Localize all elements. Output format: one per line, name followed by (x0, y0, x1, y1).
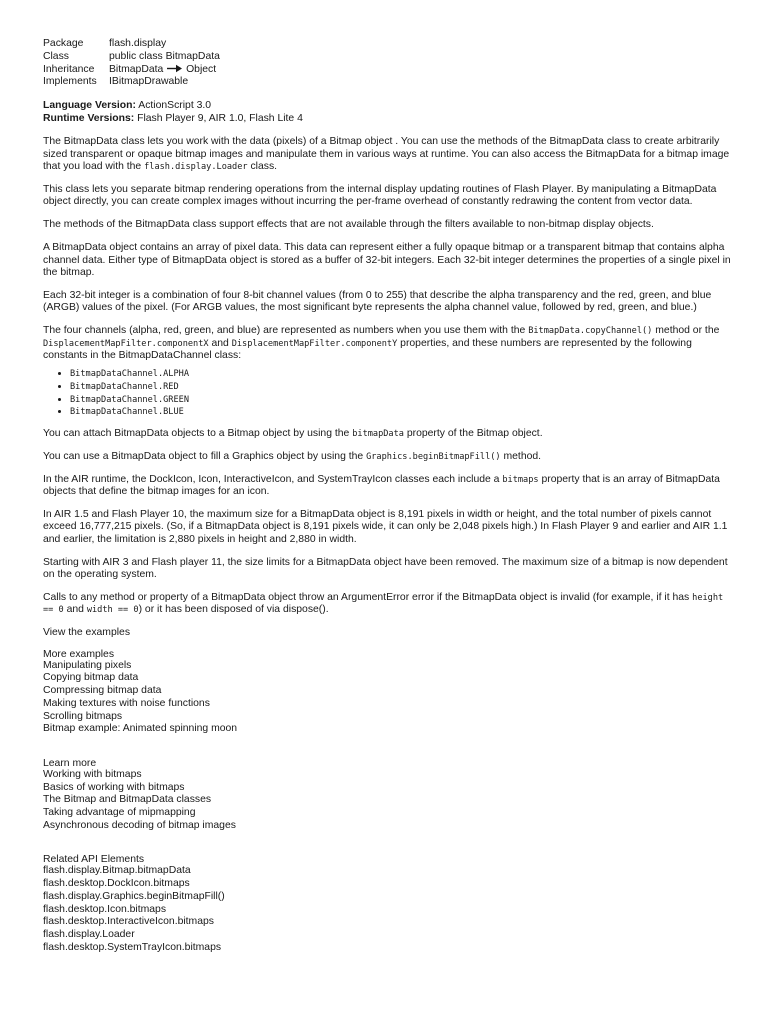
code-bitmaps: bitmaps (502, 474, 539, 485)
code-width: width == 0 (86, 605, 139, 616)
code-copychannel: BitmapData.copyChannel() (528, 326, 653, 337)
paragraph-intro: The BitmapData class lets you work with the data (pixels) of a Bitmap object . You can use the methods of the BitmapData class to create arbitrarily sized transparent or opaque bitmap images and manipulate them in various ways at runtime. You can also access the BitmapData for a bitmap image that you load with the flash.display.Loader class. (43, 136, 730, 173)
code-beginbitmapfill: Graphics.beginBitmapFill() (366, 451, 501, 462)
learn-more-link[interactable]: Taking advantage of mipmapping (43, 807, 196, 819)
paragraph-separate-rendering: This class lets you separate bitmap rendering operations from the internal display updating routines of Flash Player. By manipulating a BitmapData object directly, you can create complex images without incurring the per-frame overhead of constantly redrawing the content from vector data. (43, 184, 717, 208)
meta-value: IBitmapDrawable (109, 76, 189, 88)
view-examples-link[interactable]: View the examples (43, 627, 131, 639)
meta-key: Class (43, 50, 69, 62)
paragraph-attach: You can attach BitmapData objects to a Bitmap object by using the bitmapData property of the Bitmap object. (43, 427, 543, 439)
inheritance-arrow-icon (167, 64, 182, 73)
more-examples-link[interactable]: Scrolling bitmaps (43, 710, 123, 722)
paragraph-effects: The methods of the BitmapData class support effects that are not available through the filters available to non-bitmap display objects. (43, 219, 654, 231)
more-examples-link[interactable]: Making textures with noise functions (43, 697, 210, 709)
language-version-value: ActionScript 3.0 (135, 100, 212, 112)
related-api-link[interactable]: flash.desktop.InteractiveIcon.bitmaps (43, 916, 214, 928)
runtime-versions (43, 113, 733, 126)
more-examples-link[interactable]: Manipulating pixels (43, 659, 132, 671)
meta-key: Implements (43, 76, 97, 88)
more-examples-title: More examples (43, 648, 115, 660)
language-version-label: Language Version: (43, 100, 136, 112)
related-api-link[interactable]: flash.display.Loader (43, 928, 135, 940)
runtime-versions-label: Runtime Versions: (43, 112, 135, 124)
list-item: • BitmapDataChannel.BLUE (70, 406, 733, 419)
related-api-link[interactable]: flash.desktop.DockIcon.bitmaps (43, 878, 190, 890)
language-version (43, 100, 733, 113)
paragraph-argument-error: Calls to any method or property of a BitmapData object throw an ArgumentError error if the BitmapData object is invalid (for example, if it has height == 0 and width == 0) or it has been disposed of via dispose(). (43, 592, 724, 616)
related-api-section (43, 855, 733, 954)
learn-more-link[interactable]: The Bitmap and BitmapData classes (43, 794, 212, 806)
related-api-link[interactable]: flash.desktop.SystemTrayIcon.bitmaps (43, 941, 222, 953)
channel-constants-list (43, 368, 733, 418)
list-item: • BitmapDataChannel.RED (70, 381, 733, 394)
more-examples-link[interactable]: Copying bitmap data (43, 672, 139, 684)
code-componentx: DisplacementMapFilter.componentX (43, 338, 209, 349)
paragraph-no-limits: Starting with AIR 3 and Flash player 11, the size limits for a BitmapData object have been removed. The maximum size of a bitmap is now dependent on the operating system. (43, 556, 728, 581)
class-meta-table (43, 38, 220, 89)
paragraph-argb: Each 32-bit integer is a combination of four 8-bit channel values (from 0 to 255) that describe the alpha transparency and the red, green, and blue (ARGB) values of the pixel. (For ARGB values, the most significant byte represents the alpha channel value, followed by red, green, and blue.) (43, 289, 712, 314)
related-api-link[interactable]: flash.display.Bitmap.bitmapData (43, 865, 191, 877)
related-api-link[interactable]: flash.desktop.Icon.bitmaps (43, 903, 167, 915)
code-bitmapdata: bitmapData (352, 428, 404, 439)
meta-key: Inheritance (43, 63, 95, 75)
inheritance-parent: Object (186, 63, 217, 75)
meta-row-package (43, 38, 220, 51)
paragraph-channels: The four channels (alpha, red, green, and blue) are represented as numbers when you use them with the BitmapData.copyChannel() method or the DisplacementMapFilter.componentX and DisplacementMapFilter.componentY properties, and these numbers are represented by the following constants in the BitmapDataChannel class: (43, 325, 720, 362)
meta-row-implements (43, 76, 220, 89)
meta-value (109, 64, 220, 77)
meta-row-inheritance (43, 64, 220, 77)
meta-value: public class BitmapData (109, 50, 220, 62)
paragraph-pixel-array: A BitmapData object contains an array of pixel data. This data can represent either a fully opaque bitmap or a transparent bitmap that contains alpha channel data. Either type of BitmapData object is stored as a buffer of 32-bit integers. Each 32-bit integer determines the properties of a single pixel in the bitmap. (43, 242, 731, 279)
paragraph-air-icons: In the AIR runtime, the DockIcon, Icon, InteractiveIcon, and SystemTrayIcon classes each include a bitmaps property that is an array of BitmapData objects that define the bitmap images for an icon. (43, 473, 720, 498)
doc-page (43, 38, 733, 954)
code-height: height == 0 (43, 593, 724, 616)
learn-more-section (43, 759, 733, 833)
meta-row-class (43, 51, 220, 64)
learn-more-link[interactable]: Asynchronous decoding of bitmap images (43, 819, 236, 831)
list-item: • BitmapDataChannel.GREEN (70, 394, 733, 407)
more-examples-link[interactable]: Compressing bitmap data (43, 685, 162, 697)
more-examples-link[interactable]: Bitmap example: Animated spinning moon (43, 723, 238, 735)
paragraph-fill: You can use a BitmapData object to fill a Graphics object by using the Graphics.beginBitmapFill() method. (43, 450, 542, 462)
learn-more-link[interactable]: Working with bitmaps (43, 768, 142, 780)
code-loader: flash.display.Loader (144, 162, 248, 173)
list-item: • BitmapDataChannel.ALPHA (70, 368, 733, 381)
learn-more-title: Learn more (43, 757, 97, 769)
meta-value: flash.display (109, 38, 167, 49)
related-api-title: Related API Elements (43, 854, 145, 866)
code-componenty: DisplacementMapFilter.componentY (231, 338, 398, 349)
runtime-versions-value: Flash Player 9, AIR 1.0, Flash Lite 4 (134, 112, 303, 124)
more-examples-section (43, 650, 733, 736)
meta-key: Package (43, 38, 84, 49)
related-api-link[interactable]: flash.display.Graphics.beginBitmapFill() (43, 890, 225, 902)
inheritance-class: BitmapData (109, 63, 164, 75)
version-info (43, 100, 733, 126)
paragraph-size-limits: In AIR 1.5 and Flash Player 10, the maximum size for a BitmapData object is 8,191 pixels in width or height, and the total number of pixels cannot exceed 16,777,215 pixels. (So, if a BitmapData object is 8,191 pixels wide, it can only be 2,048 pixels high.) In Flash Player 9 and earlier and AIR 1.1 and earlier, the limitation is 2,880 pixels in height and 2,880 in width. (43, 508, 728, 545)
learn-more-link[interactable]: Basics of working with bitmaps (43, 781, 185, 793)
